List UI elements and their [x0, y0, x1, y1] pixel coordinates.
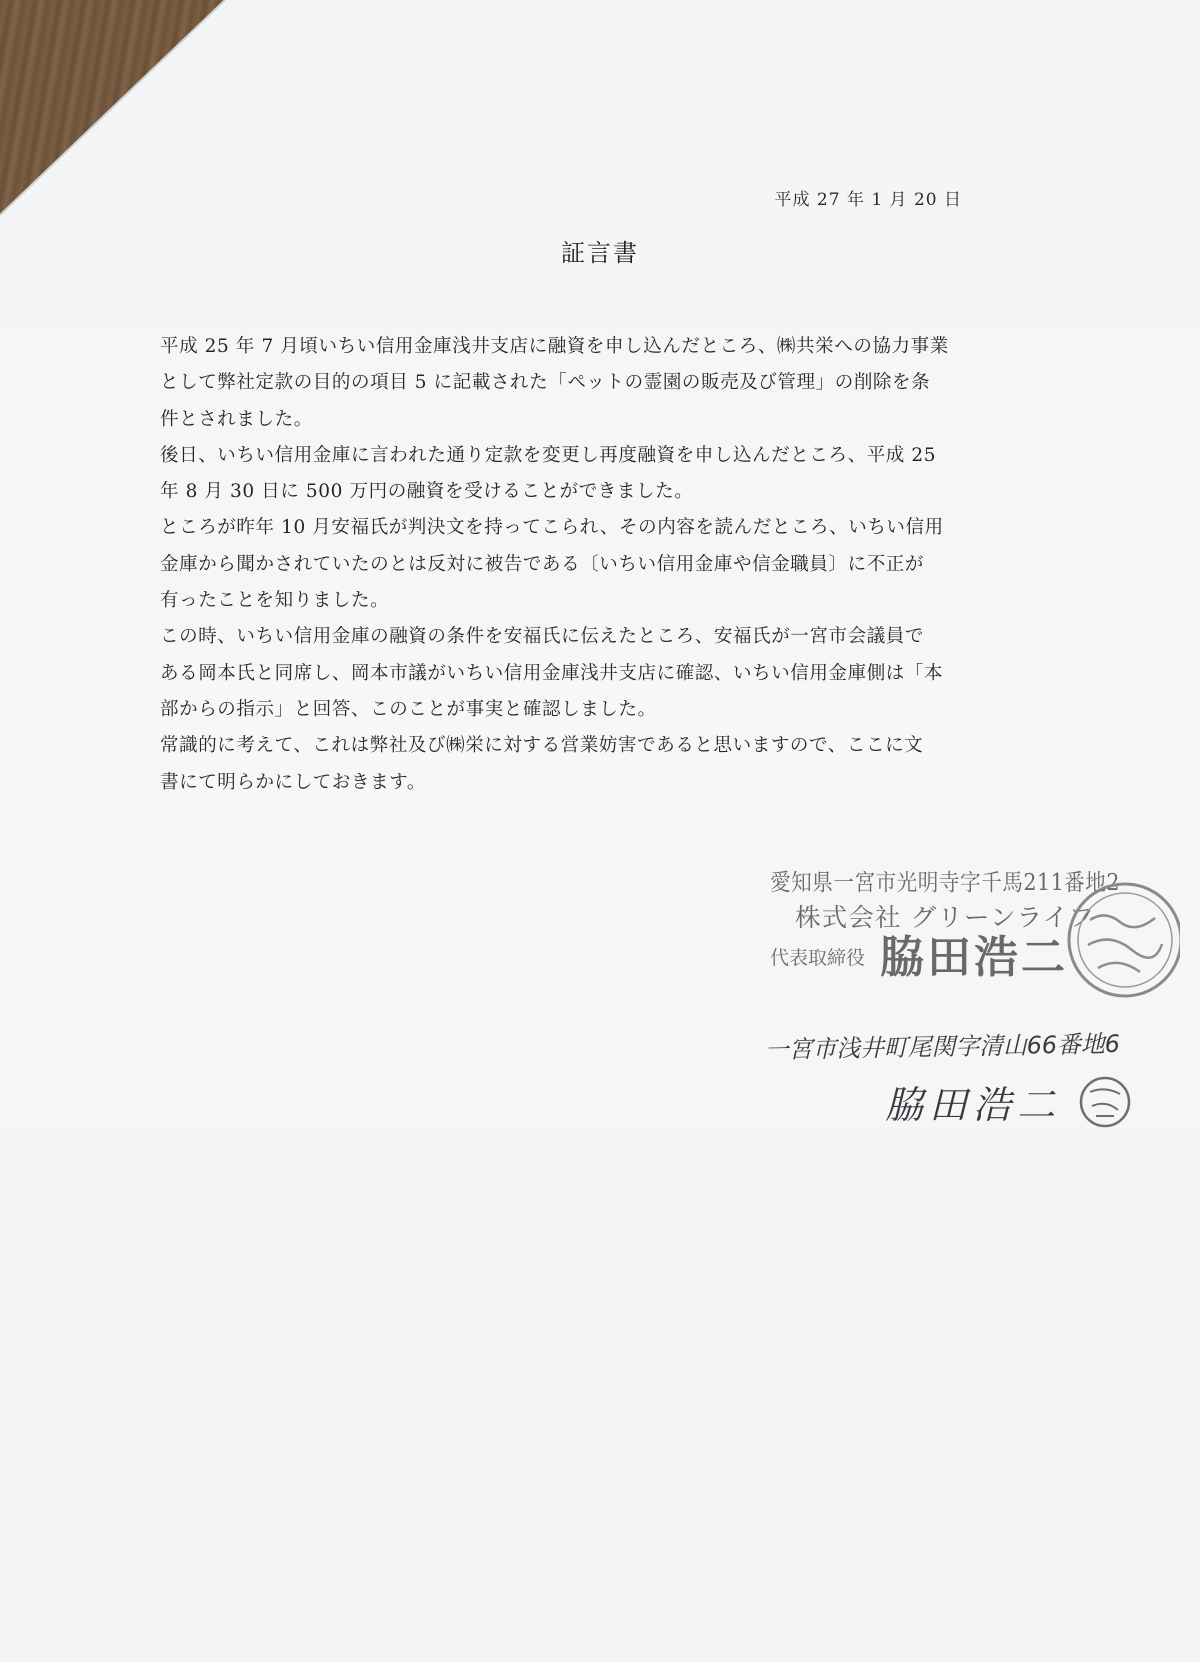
body-line: 後日、いちい信用金庫に言われた通り定款を変更し再度融資を申し込んだところ、平成 25 — [160, 444, 937, 466]
svg-text:代表取締役: 代表取締役 — [770, 947, 865, 969]
body-line: 書にて明らかにしておきます。 — [160, 771, 426, 793]
svg-text:株式会社 グリーンライフ: 株式会社 グリーンライフ — [795, 903, 1095, 932]
document-title: 証言書 — [561, 239, 639, 267]
body-line: 件とされました。 — [160, 408, 313, 430]
body-line: 年 8 月 30 日に 500 万円の融資を受けることができました。 — [160, 481, 694, 503]
body-line: 部からの指示」と回答、このことが事実と確認しました。 — [160, 698, 657, 720]
svg-text:愛知県一宮市光明寺字千馬211番地2: 愛知県一宮市光明寺字千馬211番地2 — [770, 870, 1120, 896]
body-line: 有ったことを知りました。 — [160, 590, 390, 612]
body-line: この時、いちい信用金庫の融資の条件を安福氏に伝えたところ、安福氏が一宮市会議員で — [160, 626, 925, 648]
handwritten-signature — [764, 1029, 1123, 1127]
svg-text:脇田浩二: 脇田浩二 — [880, 932, 1068, 983]
body-line: 金庫から聞かされていたのとは反対に被告である〔いちい信用金庫や信金職員〕に不正が — [160, 553, 925, 575]
body-line: 常識的に考えて、これは弊社及び㈱栄に対する営業妨害であると思いますので、ここに文 — [160, 735, 924, 757]
round-seal — [1069, 884, 1180, 996]
signature-block — [760, 860, 1180, 1160]
svg-text:脇田浩二: 脇田浩二 — [885, 1083, 1062, 1127]
document-body — [160, 329, 1060, 801]
body-line: として弊社定款の目的の項目 5 に記載された「ペットの霊園の販売及び管理」の削除を条 — [160, 372, 931, 394]
company-stamp — [770, 870, 1120, 983]
body-line: ある岡本氏と同席し、岡本市議がいちい信用金庫浅井支店に確認、いちい信用金庫側は「本 — [160, 662, 944, 684]
personal-seal — [1081, 1078, 1129, 1126]
svg-text:一宮市浅井町尾関字清山66番地6: 一宮市浅井町尾関字清山66番地6 — [764, 1029, 1123, 1065]
body-line: 平成 25 年 7 月頃いちい信用金庫浅井支店に融資を申し込んだところ、㈱共栄への協力事業 — [160, 336, 949, 357]
document-date: 平成 27 年 1 月 20 日 — [774, 190, 962, 210]
body-line: ところが昨年 10 月安福氏が判決文を持ってこられ、その内容を読んだところ、いちい信用 — [160, 517, 944, 539]
